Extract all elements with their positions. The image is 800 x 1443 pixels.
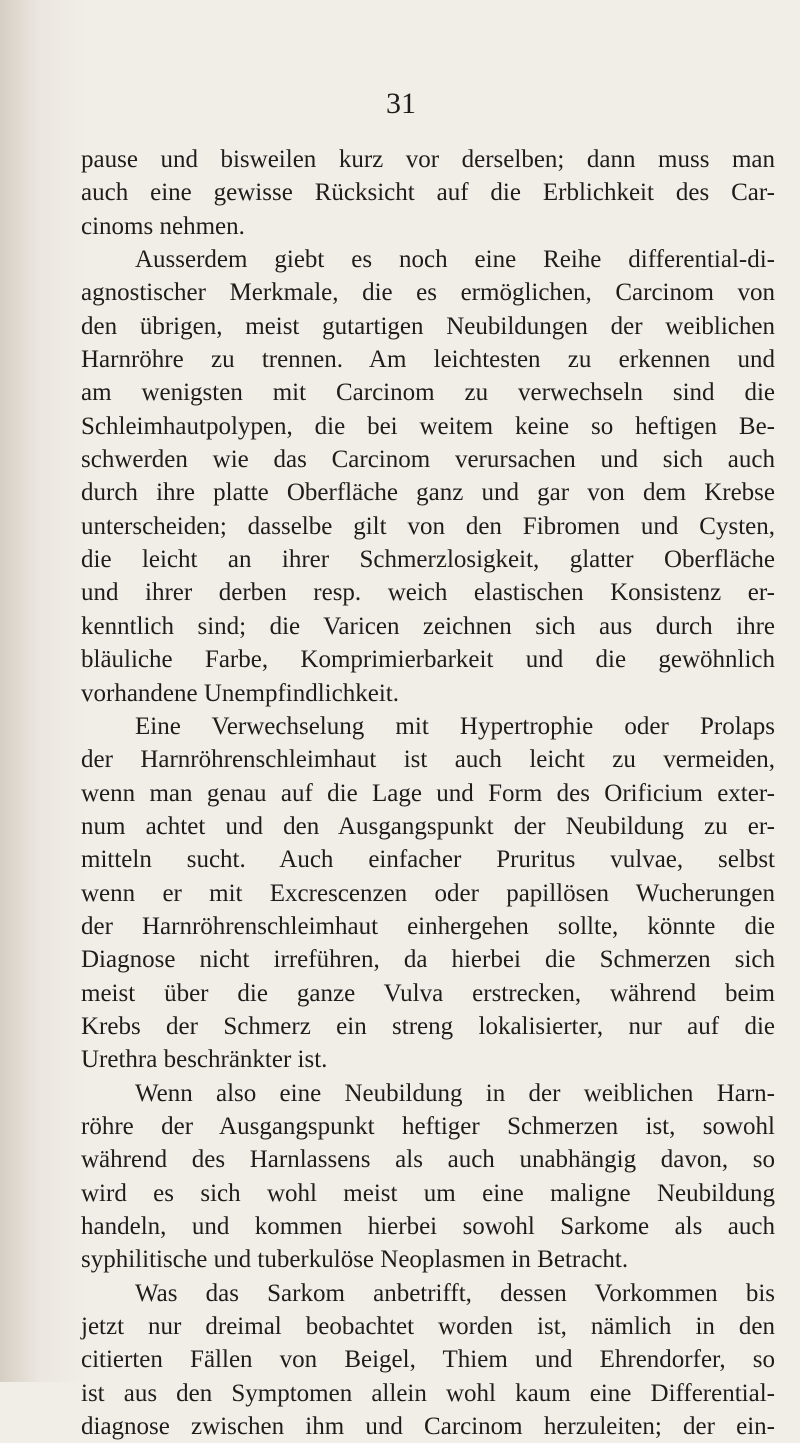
text-line: Krebs der Schmerz ein streng lokalisierter, nur auf die	[81, 1012, 775, 1040]
text-line: handeln, und kommen hierbei sowohl Sarkome als auch	[81, 1213, 775, 1240]
text-line: wird es sich wohl meist um eine maligne Neubildung	[81, 1179, 775, 1207]
text-line: diagnose zwischen ihm und Carcinom herzuleiten; der ein-	[81, 1413, 775, 1441]
text-line: durch ihre platte Oberfläche ganz und gar von dem Krebse	[81, 479, 775, 507]
text-line: kenntlich sind; die Varicen zeichnen sich aus durch ihre	[81, 612, 775, 640]
text-line: mitteln sucht. Auch einfacher Pruritus vulvae, selbst	[81, 846, 775, 874]
text-line: Diagnose nicht irreführen, da hierbei die Schmerzen sich	[81, 946, 775, 974]
text-line: Urethra beschränkter ist.	[81, 1046, 328, 1074]
text-line: den übrigen, meist gutartigen Neubildungen der weiblichen	[81, 312, 775, 340]
text-line: ist aus den Symptomen allein wohl kaum eine Differential-	[81, 1379, 775, 1407]
text-line: Eine Verwechselung mit Hypertrophie oder Prolaps	[135, 712, 775, 740]
text-line: Schleimhautpolypen, die bei weitem keine so heftigen Be-	[81, 412, 775, 440]
text-line: Wenn also eine Neubildung in der weiblichen Harn-	[135, 1079, 775, 1107]
text-line: schwerden wie das Carcinom verursachen und sich auch	[81, 446, 775, 474]
text-line: cinoms nehmen.	[81, 212, 245, 240]
text-line: röhre der Ausgangspunkt heftiger Schmerzen ist, sowohl	[81, 1112, 775, 1140]
text-line: auch eine gewisse Rücksicht auf die Erblichkeit des Car-	[81, 179, 775, 207]
text-line: vorhandene Unempfindlichkeit.	[81, 679, 399, 707]
body-text	[81, 143, 775, 1443]
text-line: bläuliche Farbe, Komprimierbarkeit und die gewöhnlich	[81, 646, 775, 674]
text-line: die leicht an ihrer Schmerzlosigkeit, glatter Oberfläche	[81, 546, 775, 574]
text-line: jetzt nur dreimal beobachtet worden ist, nämlich in den	[81, 1313, 775, 1341]
text-line: Ausserdem giebt es noch eine Reihe differential-di-	[135, 246, 775, 274]
text-line: der Harnröhrenschleimhaut einhergehen sollte, könnte die	[81, 912, 775, 940]
text-line: pause und bisweilen kurz vor derselben; dann muss man	[81, 146, 775, 173]
text-line: unterscheiden; dasselbe gilt von den Fibromen und Cysten,	[81, 512, 775, 540]
text-line: der Harnröhrenschleimhaut ist auch leicht zu vermeiden,	[81, 746, 775, 774]
text-line: wenn er mit Excrescenzen oder papillösen Wucherungen	[81, 879, 775, 907]
text-line: und ihrer derben resp. weich elastischen Konsistenz er-	[81, 579, 775, 607]
text-line: während des Harnlassens als auch unabhängig davon, so	[81, 1146, 775, 1174]
text-line: num achtet und den Ausgangspunkt der Neubildung zu er-	[81, 812, 775, 840]
text-line: Was das Sarkom anbetrifft, dessen Vorkommen bis	[135, 1279, 775, 1307]
text-line: meist über die ganze Vulva erstrecken, während beim	[81, 979, 775, 1007]
text-line: agnostischer Merkmale, die es ermöglichen, Carcinom von	[81, 279, 775, 307]
text-line: wenn man genau auf die Lage und Form des Orificium exter-	[81, 779, 775, 807]
text-line: Harnröhre zu trennen. Am leichtesten zu erkennen und	[81, 346, 775, 374]
text-line: am wenigsten mit Carcinom zu verwechseln sind die	[81, 379, 775, 407]
page-number: 31	[386, 87, 416, 120]
text-line: citierten Fällen von Beigel, Thiem und Ehrendorfer, so	[81, 1346, 775, 1374]
text-line: syphilitische und tuberkulöse Neoplasmen in Betracht.	[81, 1246, 629, 1274]
